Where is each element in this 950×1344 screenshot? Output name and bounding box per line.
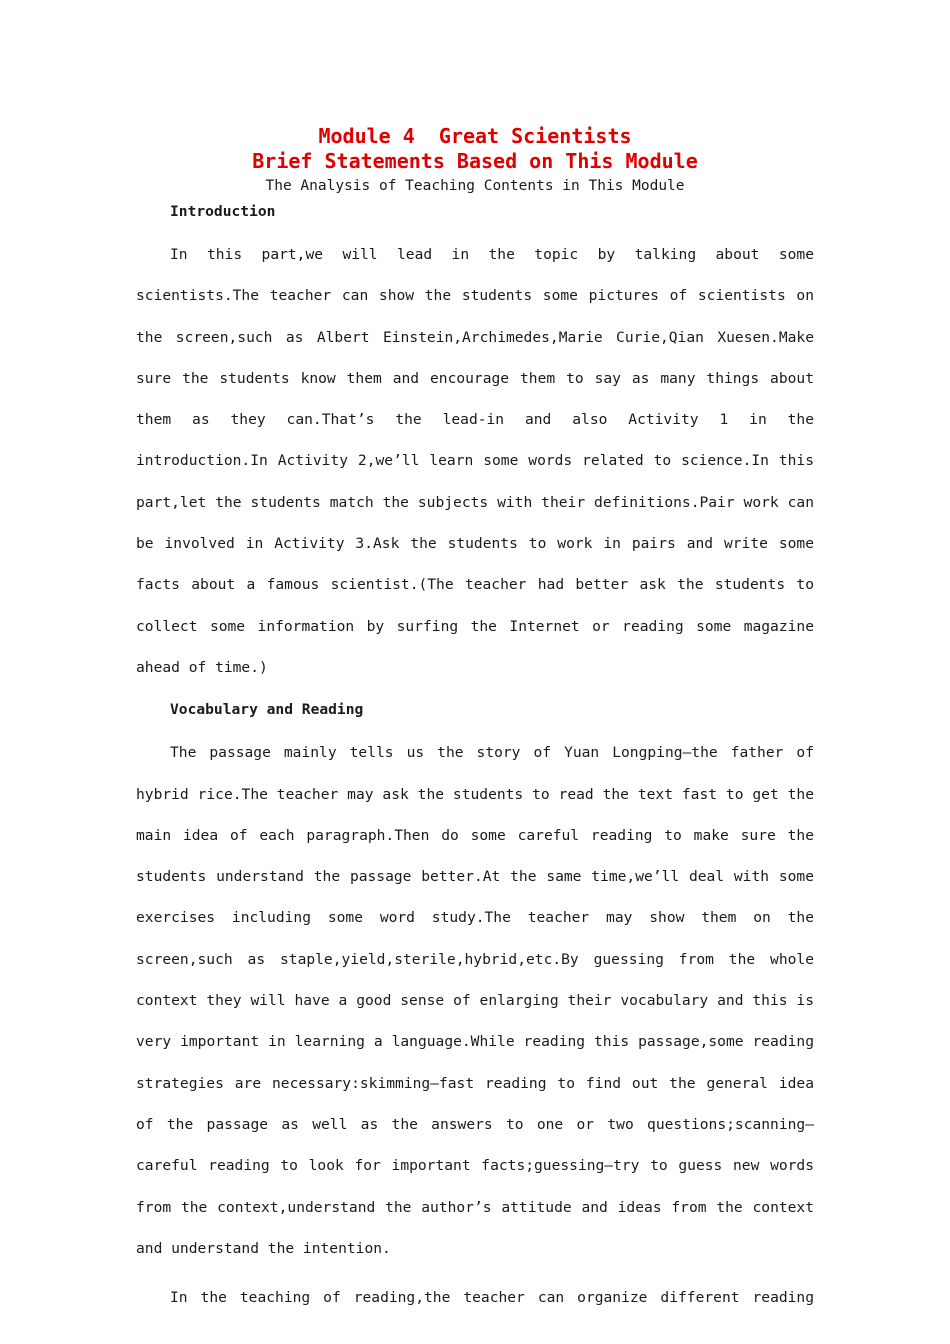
section-heading-vocabulary-reading: Vocabulary and Reading (170, 701, 364, 719)
module-subtitle: Brief Statements Based on This Module (252, 149, 698, 173)
module-title: Module 4 Great Scientists (318, 124, 632, 148)
title-block (136, 124, 814, 199)
section-spacer (136, 688, 814, 696)
paragraph-spacer (136, 1269, 814, 1277)
teaching-of-reading-paragraph: In the teaching of reading,the teacher can organize different reading (170, 1289, 814, 1307)
document-body (136, 198, 814, 1318)
analysis-heading: The Analysis of Teaching Contents in This Module (265, 178, 685, 194)
section-heading-introduction: Introduction (170, 203, 276, 220)
introduction-paragraph: In this part,we will lead in the topic by talking about some scientists.The teacher can show the students some pictures of scientists on the screen,such as Albert Einstein,Archimedes,Marie Curie,Qian Xuesen.Make sure the students know them and encourage them to say as many things about them as they can.That’s the lead-in and also Activity 1 in the introduction.In Activity 2,we’ll learn some words related to science.In this part,let the students match the subjects with their definitions.Pair work can be involved in Activity 3.Ask the students to work in pairs and write some facts about a famous scientist.(The teacher had better ask the students to collect some information by surfing the Internet or reading some magazine ahead of time.) (136, 246, 814, 676)
vocabulary-reading-paragraph: The passage mainly tells us the story of Yuan Longping—the father of hybrid rice.The teacher may ask the students to read the text fast to get the main idea of each paragraph.Then do some careful reading to make sure the students understand the passage better.At the same time,we’ll deal with some exercises including some word study.The teacher may show them on the screen,such as staple,yield,sterile,hybrid,etc.By guessing from the whole context they will have a good sense of enlarging their vocabulary and this is very important in learning a language.While reading this passage,some reading strategies are necessary:skimming—fast reading to find out the general idea of the passage as well as the answers to one or two questions;scanning—careful reading to look for important facts;guessing—try to guess new words from the context,understand the author’s attitude and ideas from the context and understand the intention. (136, 744, 814, 1257)
